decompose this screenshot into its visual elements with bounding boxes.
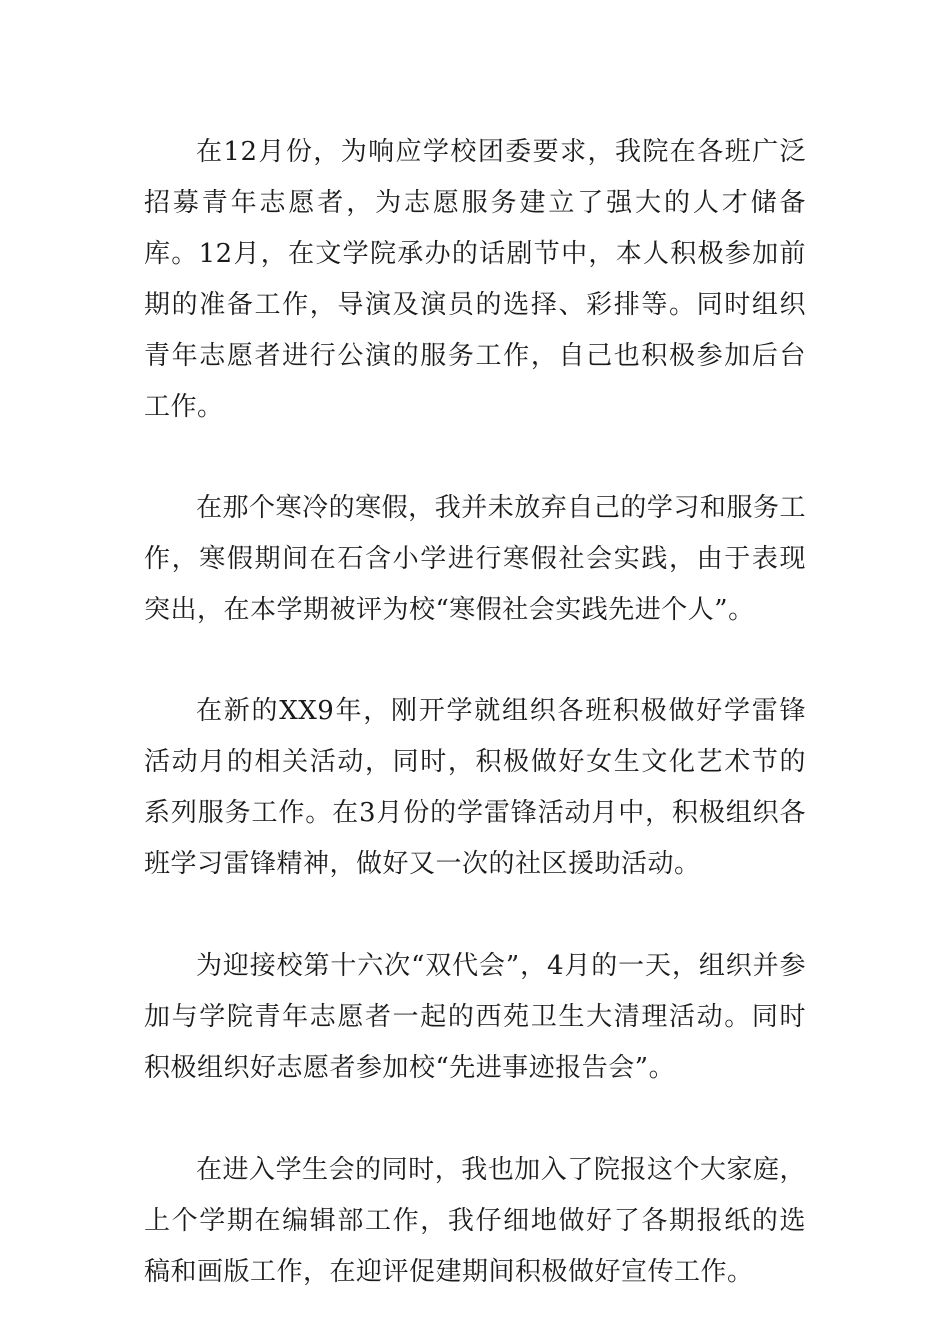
document-body	[144, 127, 806, 1298]
paragraph-2: 在那个寒冷的寒假，我并未放弃自己的学习和服务工作，寒假期间在石含小学进行寒假社会实践，由于表现突出，在本学期被评为校“寒假社会实践先进个人”。	[144, 493, 806, 625]
paragraph-4: 为迎接校第十六次“双代会”，4月的一天，组织并参加与学院青年志愿者一起的西苑卫生大清理活动。同时积极组织好志愿者参加校“先进事迹报告会”。	[144, 951, 806, 1083]
paragraph-1: 在12月份，为响应学校团委要求，我院在各班广泛招募青年志愿者，为志愿服务建立了强大的人才储备库。12月，在文学院承办的话剧节中，本人积极参加前期的准备工作，导演及演员的选择、彩排等。同时组织青年志愿者进行公演的服务工作，自己也积极参加后台工作。	[144, 137, 806, 422]
paragraph-5: 在进入学生会的同时，我也加入了院报这个大家庭，上个学期在编辑部工作，我仔细地做好了各期报纸的选稿和画版工作，在迎评促建期间积极做好宣传工作。	[144, 1155, 806, 1287]
paragraph-3: 在新的XX9年，刚开学就组织各班积极做好学雷锋活动月的相关活动，同时，积极做好女生文化艺术节的系列服务工作。在3月份的学雷锋活动月中，积极组织各班学习雷锋精神，做好又一次的社区援助活动。	[144, 696, 806, 879]
